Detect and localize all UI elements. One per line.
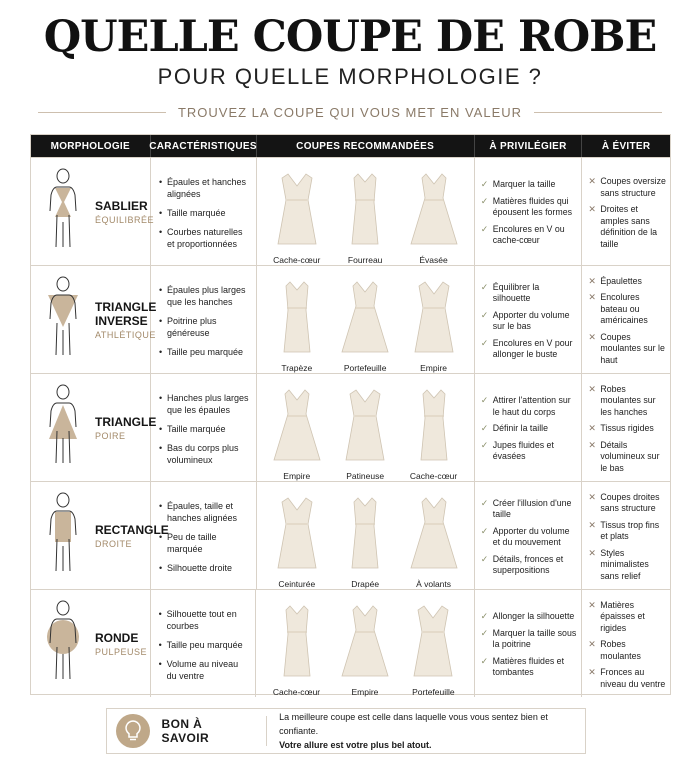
avoid-text: Épaulettes: [600, 275, 642, 286]
avoid-text: Coupes oversize sans structure: [600, 176, 666, 198]
dress-item: [265, 386, 329, 481]
favor-item: [481, 395, 578, 418]
table-row: [31, 157, 670, 265]
lightbulb-icon: [116, 714, 150, 748]
favor-text: Matières fluides qui épousent les formes: [492, 195, 572, 218]
dress-label: Patineuse: [346, 471, 385, 481]
cross-icon: ✕: [588, 423, 596, 434]
check-icon: ✓: [480, 179, 489, 190]
morphology-name: RONDE: [95, 630, 139, 645]
dress-icon: [406, 602, 460, 685]
morphology-cell: [31, 374, 157, 481]
favor-text: Marquer la taille sous la poitrine: [492, 627, 577, 650]
dress-item: [333, 278, 397, 373]
favor-text: Encolures en V ou cache-cœur: [492, 223, 565, 246]
dress-icon: [407, 278, 461, 361]
cross-icon: ✕: [588, 667, 596, 678]
divider-right: [534, 112, 662, 113]
cross-icon: ✕: [588, 331, 596, 342]
favor-text: Attirer l'attention sur le haut du corps: [492, 395, 571, 417]
morphology-subtitle: PULPEUSE: [95, 646, 148, 657]
dresses-cell: [257, 482, 475, 589]
dresses-cell: [257, 158, 475, 265]
cross-icon: ✕: [588, 204, 596, 214]
divider-left: [38, 112, 166, 113]
trait-item: • Taille marquée: [159, 423, 250, 435]
dress-item: [401, 602, 465, 697]
favor-text: Créer l'illusion d'une taille: [492, 497, 572, 519]
table-row: [31, 481, 670, 589]
favor-cell: [475, 590, 583, 697]
traits-cell: [151, 374, 257, 481]
avoid-item: [588, 276, 666, 288]
morphology-subtitle: ATHLÉTIQUE: [95, 329, 156, 340]
table-row: [31, 265, 670, 373]
silhouette-icon: [41, 491, 85, 580]
favor-text: Allonger la silhouette: [492, 611, 575, 622]
avoid-cell: [582, 158, 670, 265]
dress-icon: [338, 602, 392, 685]
column-header-caracteristiques: CARACTÉRISTIQUES: [151, 135, 257, 157]
dress-icon: [407, 386, 461, 469]
favor-text: Apporter du volume sur le bas: [492, 309, 570, 331]
avoid-cell: [582, 482, 670, 589]
avoid-item: [588, 667, 666, 690]
avoid-text: Détails volumineux sur le bas: [600, 439, 660, 473]
trait-item: • Épaules, taille et hanches alignées: [159, 500, 250, 524]
table-row: [31, 589, 670, 697]
cross-icon: ✕: [588, 491, 596, 502]
dress-label: Drapée: [351, 579, 380, 589]
morphology-cell: [31, 266, 157, 373]
check-icon: ✓: [480, 337, 489, 348]
dress-icon: [407, 170, 461, 253]
morphology-cell: [31, 482, 169, 589]
tip-line-2: Votre allure est votre plus bel atout.: [279, 740, 432, 750]
dress-item: [265, 494, 329, 589]
column-header-privilegier: À PRIVILÉGIER: [475, 135, 583, 157]
avoid-item: [588, 332, 666, 367]
favor-item: [481, 179, 578, 191]
favor-item: [481, 498, 578, 521]
avoid-item: [588, 384, 666, 419]
favor-cell: [475, 266, 583, 373]
trait-item: • Courbes naturelles et proportionnées: [159, 226, 250, 250]
avoid-item: [588, 520, 666, 543]
dress-icon: [270, 170, 324, 253]
favor-item: [481, 310, 578, 333]
traits-cell: [151, 158, 257, 265]
trait-item: • Épaules et hanches alignées: [159, 176, 250, 200]
trait-item: • Peu de taille marquée: [159, 531, 250, 555]
silhouette-icon: [41, 599, 85, 688]
check-icon: ✓: [480, 223, 489, 234]
traits-cell: [151, 266, 257, 373]
cross-icon: ✕: [588, 599, 596, 610]
favor-item: [481, 224, 578, 247]
dress-icon: [338, 386, 392, 469]
dresses-cell: [257, 374, 475, 481]
dress-label: Fourreau: [347, 255, 383, 265]
tip-box: [106, 708, 586, 754]
favor-item: [481, 554, 578, 577]
dress-item: [333, 386, 397, 481]
traits-cell: [151, 590, 257, 697]
dress-item: [402, 170, 466, 265]
tagline-row: [38, 102, 662, 122]
dress-item: [333, 170, 397, 265]
dress-label: Empire: [283, 471, 311, 481]
morphology-cell: [31, 158, 155, 265]
avoid-item: [588, 440, 666, 475]
check-icon: ✓: [480, 627, 489, 638]
check-icon: ✓: [480, 439, 489, 450]
cross-icon: ✕: [588, 275, 596, 286]
avoid-item: [588, 600, 666, 635]
morphology-name: TRIANGLE INVERSE: [95, 299, 157, 328]
dress-icon: [338, 278, 392, 361]
favor-item: [481, 526, 578, 549]
favor-text: Marquer la taille: [492, 179, 556, 190]
avoid-item: [588, 176, 666, 199]
dresses-cell: [257, 266, 475, 373]
trait-item: • Poitrine plus généreuse: [159, 315, 250, 339]
check-icon: ✓: [480, 309, 489, 320]
tip-separator: [266, 716, 267, 746]
check-icon: ✓: [480, 423, 489, 434]
favor-text: Matières fluides et tombantes: [492, 655, 565, 678]
avoid-item: [588, 639, 666, 662]
page-subtitle: POUR QUELLE MORPHOLOGIE ?: [157, 64, 543, 89]
morphology-table: [30, 134, 671, 695]
silhouette-icon: [41, 383, 85, 472]
check-icon: ✓: [480, 553, 489, 564]
check-icon: ✓: [480, 655, 489, 666]
avoid-text: Coupes droites sans structure: [600, 491, 660, 514]
dress-icon: [270, 602, 324, 685]
dress-item: [402, 278, 466, 373]
column-header-eviter: À ÉVITER: [601, 140, 651, 152]
dress-icon: [407, 494, 461, 577]
avoid-item: [588, 204, 666, 250]
dress-icon: [270, 386, 324, 469]
morphology-cell: [31, 590, 151, 697]
morphology-subtitle: ÉQUILIBRÉE: [95, 214, 155, 225]
dress-item: [265, 170, 329, 265]
check-icon: ✓: [480, 281, 489, 292]
cross-icon: ✕: [588, 519, 596, 530]
favor-item: [481, 423, 578, 435]
check-icon: ✓: [480, 395, 489, 406]
silhouette-icon: [41, 167, 85, 256]
avoid-cell: [582, 590, 670, 697]
morphology-name: RECTANGLE: [95, 522, 169, 537]
avoid-text: Tissus rigides: [600, 423, 654, 434]
tip-text: [279, 710, 585, 752]
avoid-text: Robes moulantes sur les hanches: [600, 383, 656, 417]
page-title: QUELLE COUPE DE ROBE: [43, 12, 657, 62]
dress-icon: [338, 494, 392, 577]
dress-item: [402, 386, 466, 481]
cross-icon: ✕: [588, 176, 596, 186]
column-header-coupes: COUPES RECOMMANDÉES: [257, 135, 475, 157]
avoid-item: [588, 292, 666, 327]
dress-label: Portefeuille: [412, 687, 455, 697]
favor-text: Détails, fronces et superpositions: [492, 553, 564, 575]
check-icon: ✓: [480, 195, 489, 206]
trait-item: • Taille peu marquée: [159, 346, 250, 358]
dress-icon: [338, 170, 392, 253]
trait-item: • Silhouette droite: [159, 562, 250, 574]
favor-text: Équilibrer la silhouette: [492, 281, 540, 303]
favor-cell: [475, 374, 583, 481]
table-row: [31, 373, 670, 481]
avoid-text: Coupes moulantes sur le haut: [600, 331, 665, 365]
tip-line-1: La meilleure coupe est celle dans laquelle vous vous sentez bien et confiante.: [279, 712, 548, 736]
cross-icon: ✕: [588, 383, 596, 394]
favor-item: [481, 611, 578, 623]
silhouette-icon: [41, 275, 85, 364]
dress-icon: [270, 494, 324, 577]
trait-item: • Volume au niveau du ventre: [159, 658, 250, 682]
tip-title: BON À SAVOIR: [161, 717, 210, 745]
dress-label: Cache-cœur: [272, 687, 321, 697]
trait-item: • Silhouette tout en courbes: [159, 608, 250, 632]
dress-label: Cache-cœur: [409, 471, 458, 481]
avoid-text: Styles minimalistes sans relief: [600, 547, 649, 581]
morphology-subtitle: DROITE: [95, 538, 133, 549]
table-header: [31, 135, 670, 157]
favor-cell: [475, 158, 583, 265]
dress-label: Portefeuille: [343, 363, 387, 373]
cross-icon: ✕: [588, 439, 596, 450]
check-icon: ✓: [480, 497, 489, 508]
favor-cell: [475, 482, 583, 589]
avoid-text: Droites et amples sans définition de la taille: [600, 204, 658, 249]
favor-item: [481, 628, 578, 651]
avoid-text: Encolures bateau ou américaines: [600, 292, 648, 326]
avoid-text: Fronces au niveau du ventre: [600, 667, 666, 689]
trait-item: • Hanches plus larges que les épaules: [159, 392, 250, 416]
favor-item: [481, 656, 578, 679]
dress-label: Cache-cœur: [273, 255, 321, 265]
favor-item: [481, 338, 578, 361]
dress-label: Empire: [420, 363, 448, 373]
dress-item: [333, 602, 397, 697]
avoid-text: Tissus trop fins et plats: [600, 519, 660, 542]
morphology-name: SABLIER: [95, 198, 148, 213]
avoid-text: Robes moulantes: [600, 639, 641, 661]
avoid-cell: [582, 266, 670, 373]
cross-icon: ✕: [588, 547, 596, 558]
favor-item: [481, 196, 578, 219]
morphology-subtitle: POIRE: [95, 430, 126, 441]
favor-text: Jupes fluides et évasées: [492, 439, 554, 462]
dress-label: À volants: [416, 579, 452, 589]
dress-label: Empire: [351, 687, 379, 697]
favor-item: [481, 282, 578, 305]
dresses-cell: [256, 590, 474, 697]
morphology-name: TRIANGLE: [95, 414, 157, 429]
trait-item: • Taille peu marquée: [159, 639, 250, 651]
avoid-item: [588, 492, 666, 515]
dress-label: Ceinturée: [278, 579, 316, 589]
trait-item: • Bas du corps plus volumineux: [159, 442, 250, 466]
dress-item: [265, 602, 329, 697]
avoid-text: Matières épaisses et rigides: [600, 599, 645, 633]
favor-text: Apporter du volume et du mouvement: [492, 525, 570, 547]
dress-label: Trapèze: [281, 363, 313, 373]
check-icon: ✓: [480, 611, 489, 622]
avoid-cell: [582, 374, 670, 481]
column-header-morphologie: MORPHOLOGIE: [31, 135, 151, 157]
traits-cell: [151, 482, 257, 589]
favor-text: Définir la taille: [492, 423, 549, 434]
dress-item: [402, 494, 466, 589]
avoid-item: [588, 548, 666, 583]
cross-icon: ✕: [588, 639, 596, 650]
favor-text: Encolures en V pour allonger le buste: [492, 337, 573, 359]
tagline: TROUVEZ LA COUPE QUI VOUS MET EN VALEUR: [177, 104, 523, 120]
cross-icon: ✕: [588, 292, 596, 303]
check-icon: ✓: [480, 525, 489, 536]
dress-item: [265, 278, 329, 373]
dress-icon: [270, 278, 324, 361]
dress-label: Évasée: [419, 255, 448, 265]
dress-item: [333, 494, 397, 589]
trait-item: • Épaules plus larges que les hanches: [159, 284, 250, 308]
avoid-item: [588, 423, 666, 435]
favor-item: [481, 440, 578, 463]
trait-item: • Taille marquée: [159, 207, 250, 219]
